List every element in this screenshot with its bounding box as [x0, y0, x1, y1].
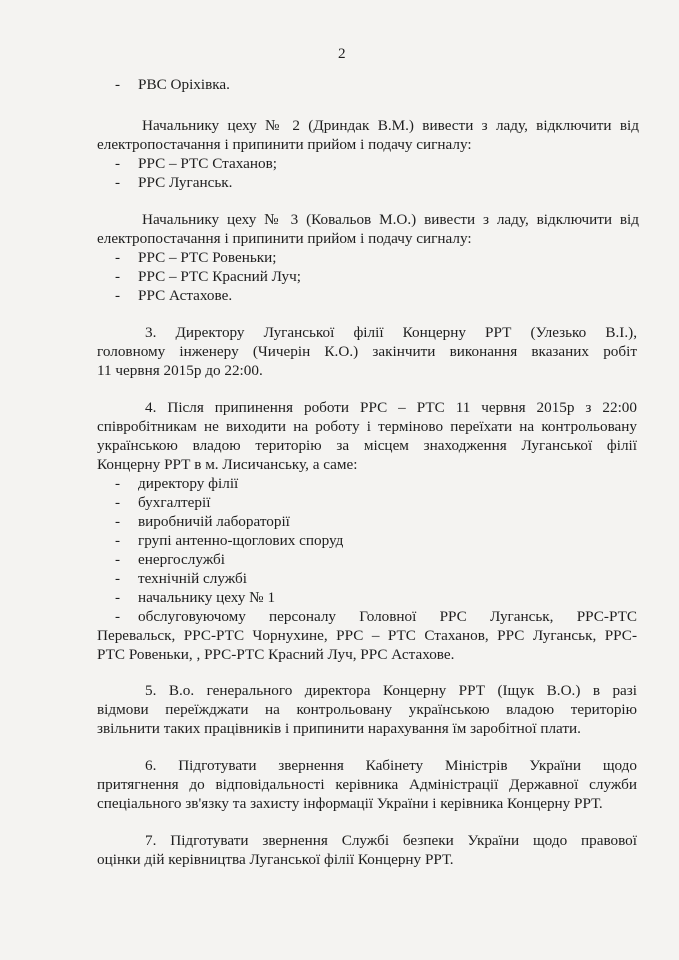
paragraph-line: 5. В.о. генерального директора Концерну РРТ (Іщук В.О.) в разі — [145, 682, 637, 699]
list-item: РВС Оріхівка. — [138, 76, 230, 93]
list-dash: - — [115, 513, 121, 530]
paragraph-line: Начальнику цеху № 3 (Ковальов М.О.) вивести з ладу, відключити від — [142, 211, 639, 228]
list-item: РРС – РТС Ровеньки; — [138, 249, 277, 266]
paragraph-line: електропостачання і припинити прийом і подачу сигналу: — [97, 136, 472, 153]
list-dash: - — [115, 608, 121, 625]
paragraph-line: співробітникам не виходити на роботу і терміново переїхати на контрольовану — [97, 418, 637, 435]
page-number: 2 — [338, 45, 346, 62]
list-dash: - — [115, 494, 121, 511]
list-dash: - — [115, 287, 121, 304]
list-item: директору філії — [138, 475, 239, 492]
list-item: виробничій лабораторії — [138, 513, 290, 530]
list-dash: - — [115, 475, 121, 492]
list-item: РРС – РТС Красний Луч; — [138, 268, 301, 285]
list-dash: - — [115, 174, 121, 191]
list-dash: - — [115, 268, 121, 285]
paragraph-line: електропостачання і припинити прийом і подачу сигналу: — [97, 230, 472, 247]
paragraph-line: Начальнику цеху № 2 (Дриндак В.М.) вивести з ладу, відключити від — [142, 117, 639, 134]
paragraph-line: українською владою територію за місцем знаходження Луганської філії — [97, 437, 637, 454]
list-dash: - — [115, 76, 121, 93]
list-item: групі антенно-щоглових споруд — [138, 532, 344, 549]
list-item: обслуговуючому персоналу Головної РРС Луганськ, РРС-РТС — [138, 608, 637, 625]
paragraph-line: оцінки дій керівництва Луганської філії Концерну РРТ. — [97, 851, 454, 868]
list-dash: - — [115, 589, 121, 606]
paragraph-line: 6. Підготувати звернення Кабінету Міністрів України щодо — [145, 757, 637, 774]
list-item: енергослужбі — [138, 551, 225, 568]
paragraph-line: головному інженеру (Чичерін К.О.) закінчити виконання вказаних робіт — [97, 343, 637, 360]
paragraph-line: відмови переїжджати на контрольовану українською владою територію — [97, 701, 637, 718]
list-dash: - — [115, 551, 121, 568]
paragraph-line: 4. Після припинення роботи РРС – РТС 11 червня 2015р з 22:00 — [145, 399, 637, 416]
paragraph-line: 11 червня 2015р до 22:00. — [97, 362, 263, 379]
paragraph-line: 3. Директору Луганської філії Концерну РРТ (Улезько В.І.), — [145, 324, 637, 341]
paragraph-line: звільнити таких працівників і припинити нарахування їм заробітної плати. — [97, 720, 581, 737]
list-item: начальнику цеху № 1 — [138, 589, 276, 606]
paragraph-line: 7. Підготувати звернення Службі безпеки України щодо правової — [145, 832, 637, 849]
list-item: технічній службі — [138, 570, 247, 587]
list-dash: - — [115, 532, 121, 549]
paragraph-line: Перевальск, РРС-РТС Чорнухине, РРС – РТС Стаханов, РРС Луганськ, РРС- — [97, 627, 637, 644]
list-dash: - — [115, 249, 121, 266]
paragraph-line: притягнення до відповідальності керівника Адміністрації Державної служби — [97, 776, 637, 793]
paragraph-line: Концерну РРТ в м. Лисичанську, а саме: — [97, 456, 358, 473]
list-item: РРС – РТС Стаханов; — [138, 155, 277, 172]
list-dash: - — [115, 155, 121, 172]
list-item: РРС Луганськ. — [138, 174, 233, 191]
list-dash: - — [115, 570, 121, 587]
paragraph-line: спеціального зв'язку та захисту інформації України і керівника Концерну РРТ. — [97, 795, 603, 812]
list-item: бухгалтерії — [138, 494, 211, 511]
paragraph-line: РТС Ровеньки, , РРС-РТС Красний Луч, РРС Астахове. — [97, 646, 455, 663]
list-item: РРС Астахове. — [138, 287, 233, 304]
